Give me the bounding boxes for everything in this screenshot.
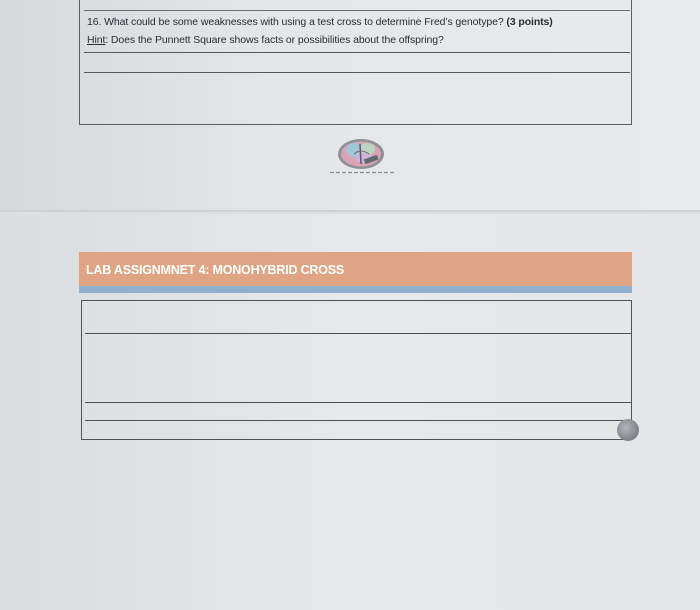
question-top-rule <box>84 10 630 11</box>
lab-title: LAB ASSIGNMNET 4: MONOHYBRID CROSS <box>86 263 345 277</box>
answer-line[interactable] <box>84 72 630 73</box>
lab-answer-line[interactable] <box>85 420 632 421</box>
lab-banner-stripe <box>79 286 632 293</box>
hint-text: : Does the Punnett Square shows facts or possibilities about the offspring? <box>105 34 444 46</box>
question-16-points: (3 points) <box>506 16 553 28</box>
genetics-logo-icon <box>336 138 386 170</box>
question-16-text <box>87 15 553 29</box>
answer-line[interactable] <box>84 52 630 53</box>
lab-answer-box <box>81 300 632 440</box>
logo-caption-icon <box>328 170 396 175</box>
resize-handle[interactable] <box>617 419 639 441</box>
hint-label: Hint <box>87 34 106 46</box>
lab-answer-line[interactable] <box>85 402 632 403</box>
question-16-hint <box>87 33 444 47</box>
lab-answer-line[interactable] <box>85 333 632 334</box>
question-16-prompt: 16. What could be some weaknesses with using a test cross to determine Fred’s genotype? <box>87 16 504 28</box>
